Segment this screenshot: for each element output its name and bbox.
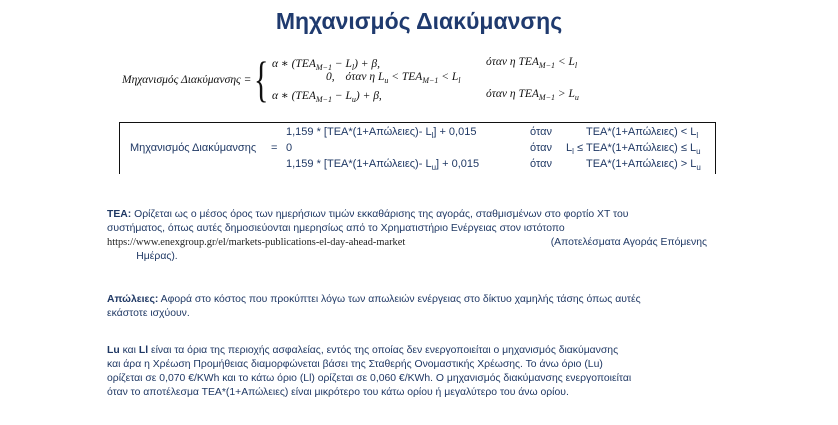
formula-box-label: Μηχανισμός Διακύμανσης [130, 142, 257, 154]
definition-losses: Απώλειες: Αφορά στο κόστος που προκύπτει λόγω των απωλειών ενέργειας στο δίκτυο χαμηλής τάσης όπως αυτές εκάστοτε ισχύουν. [107, 294, 641, 319]
formula-math [122, 51, 579, 110]
term-losses: Απώλειες: [107, 294, 159, 305]
formula-row-3: 1,159 * [ΤΕΑ*(1+Απώλειες)- $L_u] + 0,015$ όταν $TEA*(1+A\pi ώ\lambda\varepsilon\iota\varepsilon\varsigma) > L_u$ [286, 158, 701, 172]
curly-brace: { [254, 51, 269, 107]
term-ll: Ll [138, 345, 149, 356]
term-tea: ΤΕΑ: [107, 209, 132, 220]
definition-limits: Lu και Ll είναι τα όρια της περιοχής ασφαλείας, εντός της οποίας δεν ενεργοποιείται ο μηχανισμός διακύμανσης και άρα η Χρέωση Προμήθειας διαμορφώνεται βάσει της Σταθερής Ονομαστικής Χρέωσης. Το άνω όριο (Lu) ορίζεται σε 0,070 €/KWh και το κάτω όριο (Ll) ορίζεται σε 0,060 €/KWh. Ο μηχανισμός διακύμανσης ενεργοποιείται όταν το αποτέλεσμα ΤΕΑ*(1+Απώλειες) είναι μικρότερο του κάτω ορίου ή μεγαλύτερο του άνω ορίου. [107, 345, 632, 398]
formula-case-2: 0, όταν η $L_u < TEA_{M-1} < L_l$ [326, 71, 461, 85]
formula-case-1: α ∗ $(TEA_{M-1} - L_l) + \beta$, όταν η $TEA_{M-1} < L_l$ [272, 56, 578, 72]
formula-row-1: 1,159 * [ΤΕΑ*(1+Απώλειες)- $L_l] + 0,015$ όταν $TEA*(1+A\pi ώ\lambda\varepsilon\iota\varepsilon\varsigma) < L_l$ [286, 126, 699, 140]
formula-box [119, 122, 716, 174]
formula-case-3: α ∗ $(TEA_{M-1} - L_u) + \beta$, όταν η $TEA_{M-1} > L_u$ [272, 88, 579, 104]
page-title: Μηχανισμός Διακύμανσης [275, 8, 563, 34]
formula-row-2: Μηχανισμός Διακύμανσης = 0 όταν $L_l \le TEA*(1+A\pi ώ\lambda\varepsilon\iota\varepsilon\varsigma) \le L_u$ [130, 142, 701, 156]
enex-url[interactable]: https://www.enexgroup.gr/el/markets-publications-el-day-ahead-market [107, 237, 406, 248]
term-lu: Lu [107, 345, 120, 356]
formula-label: Μηχανισμός Διακύμανσης = [122, 74, 252, 86]
definition-tea: ΤΕΑ: Ορίζεται ως ο μέσος όρος των ημερήσιων τιμών εκκαθάρισης της αγοράς, σταθμισμένων στο φορτίο ΧΤ του συστήματος, όπως αυτές δημοσιεύονται ημερησίως από το Χρηματιστήριο Ενέργειας στον ιστότοπο https://www.enexgroup.gr/el/markets-publications-el-day-ahead-market (Αποτελέσματα Αγοράς Επόμενης Ημέρας). [107, 209, 707, 262]
